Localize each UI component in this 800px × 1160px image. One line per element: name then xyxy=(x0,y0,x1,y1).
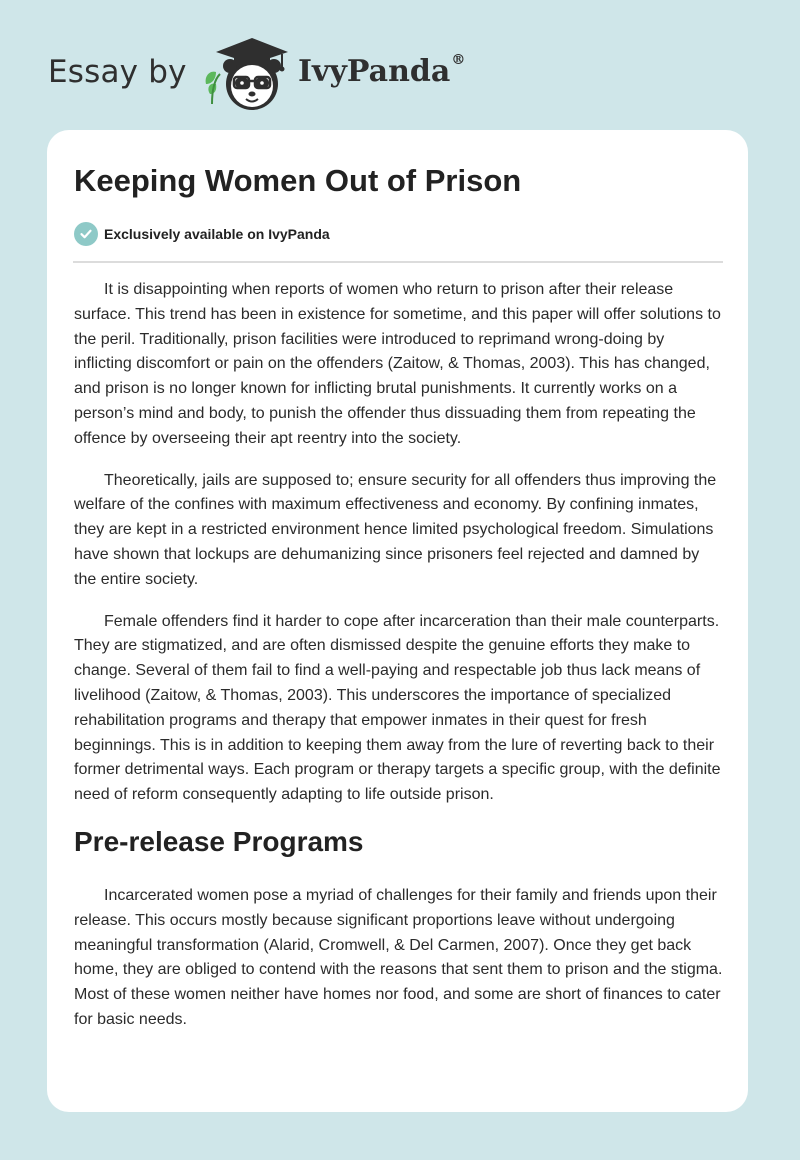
divider xyxy=(73,261,723,263)
brand-name[interactable] xyxy=(298,54,465,89)
section-heading: Pre-release Programs xyxy=(74,825,364,857)
essay-by-label: Essay by xyxy=(48,54,187,90)
essay-body xyxy=(74,278,724,1050)
panda-graduate-icon[interactable] xyxy=(202,32,294,114)
exclusive-badge xyxy=(74,221,330,247)
site-header xyxy=(48,28,568,118)
badge-label: Exclusively available on IvyPanda xyxy=(104,226,330,242)
paragraph: Female offenders find it harder to cope after incarceration than their male counterparts. They are stigmatized, and are often dismissed despite the genuine efforts they make to change. Several of them fail to find a well-paying and respectable job thus lack means of livelihood (Zaitow, & Thomas, 2003). This underscores the importance of specialized rehabilitation programs and therapy that empower inmates in their quest for fresh beginnings. This is in addition to keeping them away from the lure of reverting back to their former detrimental ways. Each program or therapy targets a specific group, with the definite need of reform consequently adapting to life outside prison. xyxy=(74,612,721,804)
brand-text: IvyPanda xyxy=(298,54,451,89)
paragraph: Theoretically, jails are supposed to; ensure security for all offenders thus improving the welfare of the confines with maximum effectiveness and economy. By confining inmates, they are kept in a restricted environment hence limited psychological freedom. Simulations have shown that lockups are dehumanizing since prisoners feel rejected and damned by the entire society. xyxy=(74,471,717,588)
paragraph: Incarcerated women pose a myriad of challenges for their family and friends upon their release. This occurs mostly because significant proportions leave without undergoing meaningful transformation (Alarid, Cromwell, & Del Carmen, 2007). Once they get back home, they are obliged to contend with the reasons that sent them to prison and the stigma. Most of these women neither have homes nor food, and some are short of finances to cater for basic needs. xyxy=(74,886,723,1028)
paragraph: It is disappointing when reports of women who return to prison after their release surface. This trend has been in existence for sometime, and this paper will offer solutions to the peril. Traditionally, prison facilities were introduced to reprimand wrong-doing by inflicting discomfort or pain on the offenders (Zaitow, & Thomas, 2003). This has changed, and prison is no longer known for inflicting brutal punishments. It currently works on a person’s mind and body, to punish the offender thus dissuading them from repeating the offence by overseeing their apt reentry into the society. xyxy=(74,281,721,447)
essay-card xyxy=(47,130,748,1112)
page-title: Keeping Women Out of Prison xyxy=(74,163,522,198)
check-circle-icon xyxy=(74,222,98,246)
registered-mark: ® xyxy=(451,52,466,68)
